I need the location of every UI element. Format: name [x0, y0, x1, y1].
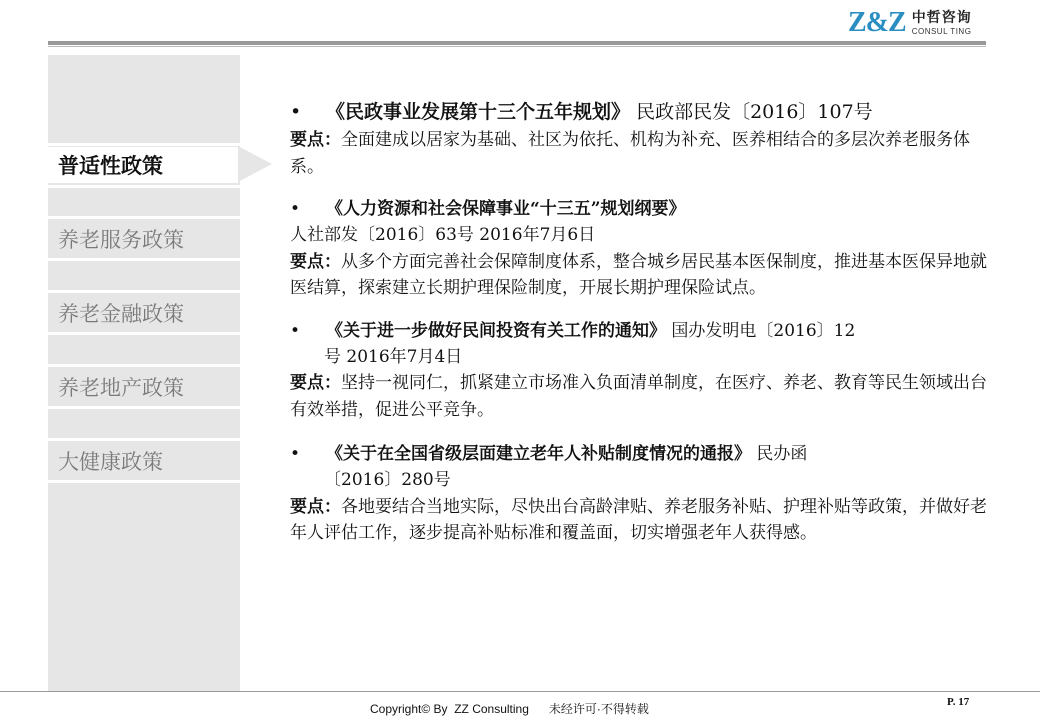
bullet-icon: •: [290, 443, 301, 464]
sidebar-item-health-policy[interactable]: [48, 443, 240, 479]
policy-doc-number: 民办函: [756, 443, 808, 464]
sidebar-item-elderly-service-policy[interactable]: [48, 221, 240, 257]
header-divider: [48, 41, 986, 45]
policy-key-points: [290, 127, 990, 180]
sidebar-item-label: 养老服务政策: [58, 228, 184, 252]
sidebar-gap: [48, 406, 240, 409]
key-points-text: 全面建成以居家为基础、社区为依托、机构为补充、医养相结合的多层次养老服务体系。: [290, 130, 970, 177]
policy-title: 《民政事业发展第十三个五年规划》: [326, 101, 631, 123]
key-points-text: 从多个方面完善社会保障制度体系，整合城乡居民基本医保制度，推进基本医保异地就医结算，探索建立长期护理保险制度，开展长期护理保险试点。: [290, 251, 987, 299]
policy-item: [290, 196, 990, 301]
policy-title: 《关于在全国省级层面建立老年人补贴制度情况的通报》: [326, 443, 751, 464]
policy-title-line: [290, 441, 990, 467]
policy-doc-date: 号 2016年7月4日: [324, 346, 463, 367]
sidebar-item-elderly-finance-policy[interactable]: [48, 295, 240, 331]
sidebar-item-label: 养老金融政策: [58, 302, 184, 326]
policy-doc-number: 民政部民发〔2016〕107号: [636, 101, 873, 123]
sidebar-gap: [48, 290, 240, 293]
policy-title-line: [290, 196, 990, 222]
sidebar-gap: [48, 480, 240, 483]
policy-title: 《关于进一步做好民间投资有关工作的通知》: [326, 320, 666, 341]
logo-chinese-name: 中哲咨询: [911, 9, 972, 26]
policy-item: [290, 318, 990, 423]
sidebar-gap: [48, 438, 240, 441]
logo-mark: Z&Z: [848, 7, 906, 38]
footer-divider: [0, 691, 1040, 692]
key-points-text: 各地要结合当地实际，尽快出台高龄津贴、养老服务补贴、护理补贴等政策，并做好老年人评估工作，逐步提高补贴标准和覆盖面，切实增强老年人获得感。: [290, 496, 987, 543]
sidebar-item-label: 普适性政策: [58, 154, 163, 178]
policy-item: [290, 441, 990, 546]
sidebar-gap: [48, 332, 240, 335]
key-points-label: 要点：: [290, 130, 341, 151]
bullet-icon: •: [290, 101, 302, 123]
policy-list: [290, 98, 990, 546]
key-points-text: 坚持一视同仁，抓紧建立市场准入负面清单制度，在医疗、养老、教育等民生领域出台有效举措，促进公平竞争。: [290, 373, 987, 420]
header-divider-thin: [48, 46, 986, 47]
policy-title: 《人力资源和社会保障事业“十三五”规划纲要》: [326, 199, 686, 220]
sidebar-gap: [48, 364, 240, 367]
bullet-icon: •: [290, 320, 301, 341]
policy-title-line: [290, 98, 990, 127]
page-number: P. 17: [947, 696, 970, 708]
policy-key-points: [290, 370, 990, 423]
logo-text: [912, 11, 972, 36]
key-points-label: 要点：: [290, 251, 341, 272]
sidebar-item-label: 大健康政策: [58, 450, 163, 474]
policy-title-line: [290, 318, 990, 344]
company-logo: [848, 8, 972, 38]
key-points-label: 要点：: [290, 496, 341, 517]
sidebar-item-elderly-realestate-policy[interactable]: [48, 369, 240, 405]
key-points-label: 要点：: [290, 373, 341, 394]
active-pointer-arrow-icon: [238, 146, 272, 182]
sidebar-gap: [48, 258, 240, 261]
policy-item: [290, 98, 990, 180]
sidebar-gap: [48, 143, 240, 146]
sidebar-gap: [48, 216, 240, 219]
sidebar-item-universal-policy[interactable]: [48, 147, 238, 183]
copyright-notice: Copyright© By ZZ Consulting 未经许可·不得转载: [370, 702, 649, 716]
logo-english-name: CONSUL TING: [911, 26, 972, 36]
policy-doc-number: 国办发明电〔2016〕12: [671, 320, 856, 341]
policy-key-points: [290, 249, 990, 302]
sidebar-gap: [48, 185, 240, 188]
bullet-icon: •: [290, 199, 301, 220]
policy-doc-number: 人社部发〔2016〕63号 2016年7月6日: [290, 225, 596, 246]
policy-key-points: [290, 494, 990, 547]
sidebar-item-label: 养老地产政策: [58, 376, 184, 400]
policy-doc-date: 〔2016〕280号: [324, 470, 451, 491]
